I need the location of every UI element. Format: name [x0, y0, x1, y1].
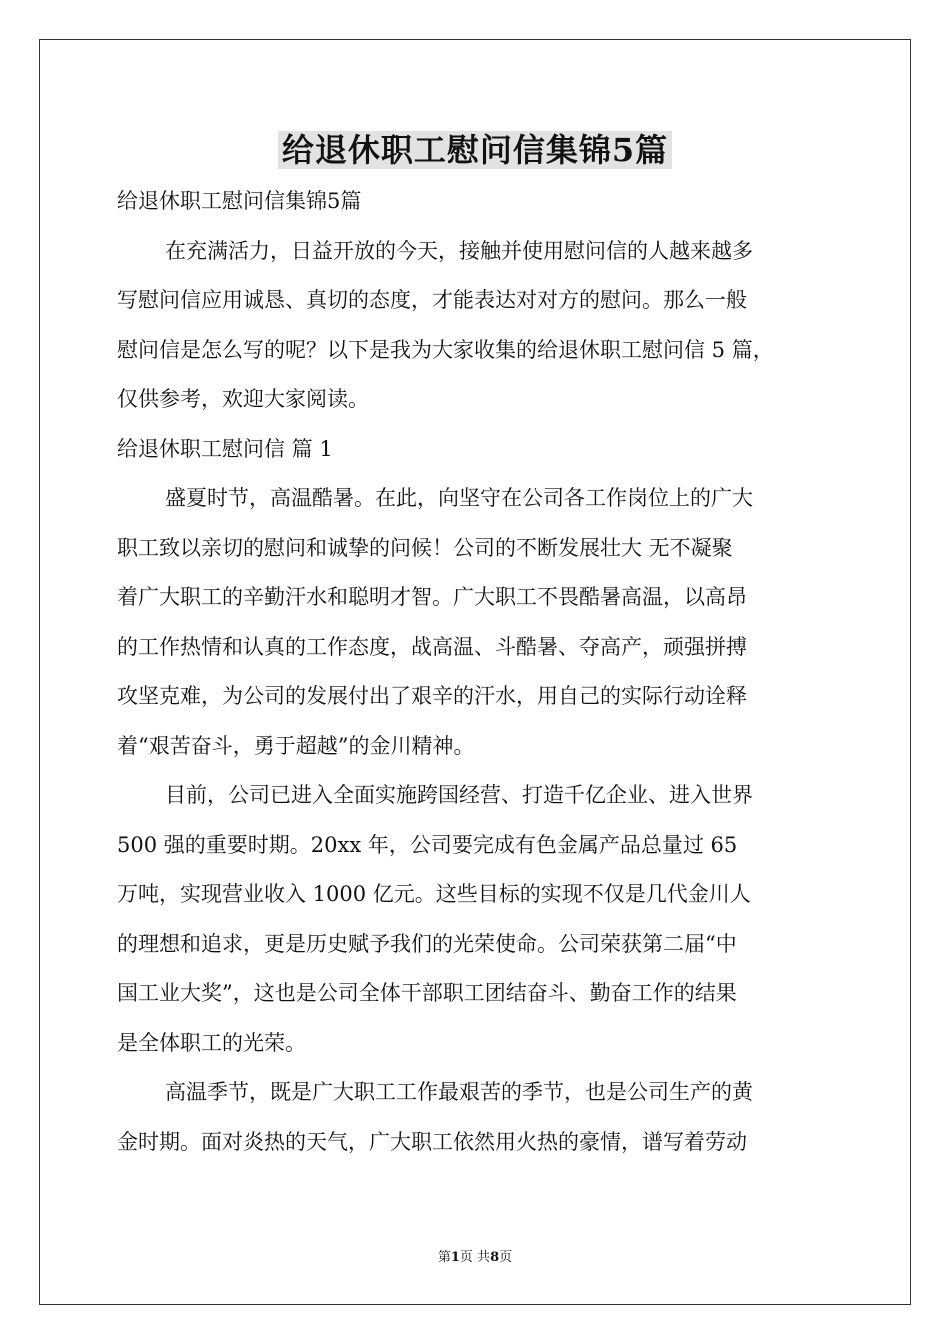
- page-number-current: 1: [450, 1250, 460, 1265]
- paragraph-line: 的理想和追求，更是历史赋予我们的光荣使命。公司荣获第二届“中: [117, 931, 737, 956]
- page-number-suffix: 页: [499, 1250, 513, 1265]
- paragraph-line: 高温季节，既是广大职工工作最艰苦的季节，也是公司生产的黄: [165, 1080, 753, 1104]
- paragraph-line: 职工致以亲切的慰问和诚挚的问候！公司的不断发展壮大 无不凝聚: [117, 535, 733, 560]
- paragraph-line: 的工作热情和认真的工作态度，战高温、斗酷暑、夺高产，顽强拼搏: [117, 634, 747, 659]
- paragraph-line: 着广大职工的辛勤汗水和聪明才智。广大职工不畏酷暑高温，以高昂: [117, 585, 747, 609]
- paragraph-line: 金时期。面对炎热的天气，广大职工依然用火热的豪情，谱写着劳动: [117, 1129, 747, 1154]
- paragraph-line: 目前，公司已进入全面实施跨国经营、打造千亿企业、进入世界: [165, 783, 753, 807]
- intro-line: 仅供参考，欢迎大家阅读。: [117, 387, 369, 411]
- paragraph-line: 攻坚克难，为公司的发展付出了艰辛的汗水，用自己的实际行动诠释: [117, 684, 747, 708]
- paragraph-line: 国工业大奖”，这也是公司全体干部职工团结奋斗、勤奋工作的结果: [117, 981, 737, 1005]
- paragraph-line: 500 强的重要时期。20xx 年，公司要完成有色金属产品总量过 65: [117, 832, 738, 857]
- subtitle-line: 给退休职工慰问信集锦5篇: [117, 189, 362, 213]
- intro-line: 写慰问信应用诚恳、真切的态度，才能表达对对方的慰问。那么一般: [117, 288, 747, 312]
- page-number-total: 8: [490, 1250, 500, 1265]
- page-number-middle: 页 共: [459, 1250, 491, 1265]
- intro-line: 慰问信是怎么写的呢？以下是我为大家收集的给退休职工慰问信 5 篇，: [117, 337, 774, 362]
- paragraph-line: 盛夏时节，高温酷暑。在此，向坚守在公司各工作岗位上的广大: [165, 486, 753, 510]
- document-title-text: 给退休职工慰问信集锦5篇: [278, 131, 672, 169]
- paragraph-line: 着“艰苦奋斗，勇于超越”的金川精神。: [117, 733, 475, 758]
- paragraph-line: 是全体职工的光荣。: [117, 1030, 306, 1055]
- document-title: [0, 128, 950, 172]
- page-number-prefix: 第: [437, 1250, 451, 1265]
- paragraph-line: 万吨，实现营业收入 1000 亿元。这些目标的实现不仅是几代金川人: [117, 882, 751, 906]
- section-heading: 给退休职工慰问信 篇 1: [117, 436, 333, 461]
- intro-line: 在充满活力，日益开放的今天，接触并使用慰问信的人越来越多: [165, 238, 753, 263]
- document-body: [117, 177, 835, 1167]
- page-footer: [0, 1250, 950, 1266]
